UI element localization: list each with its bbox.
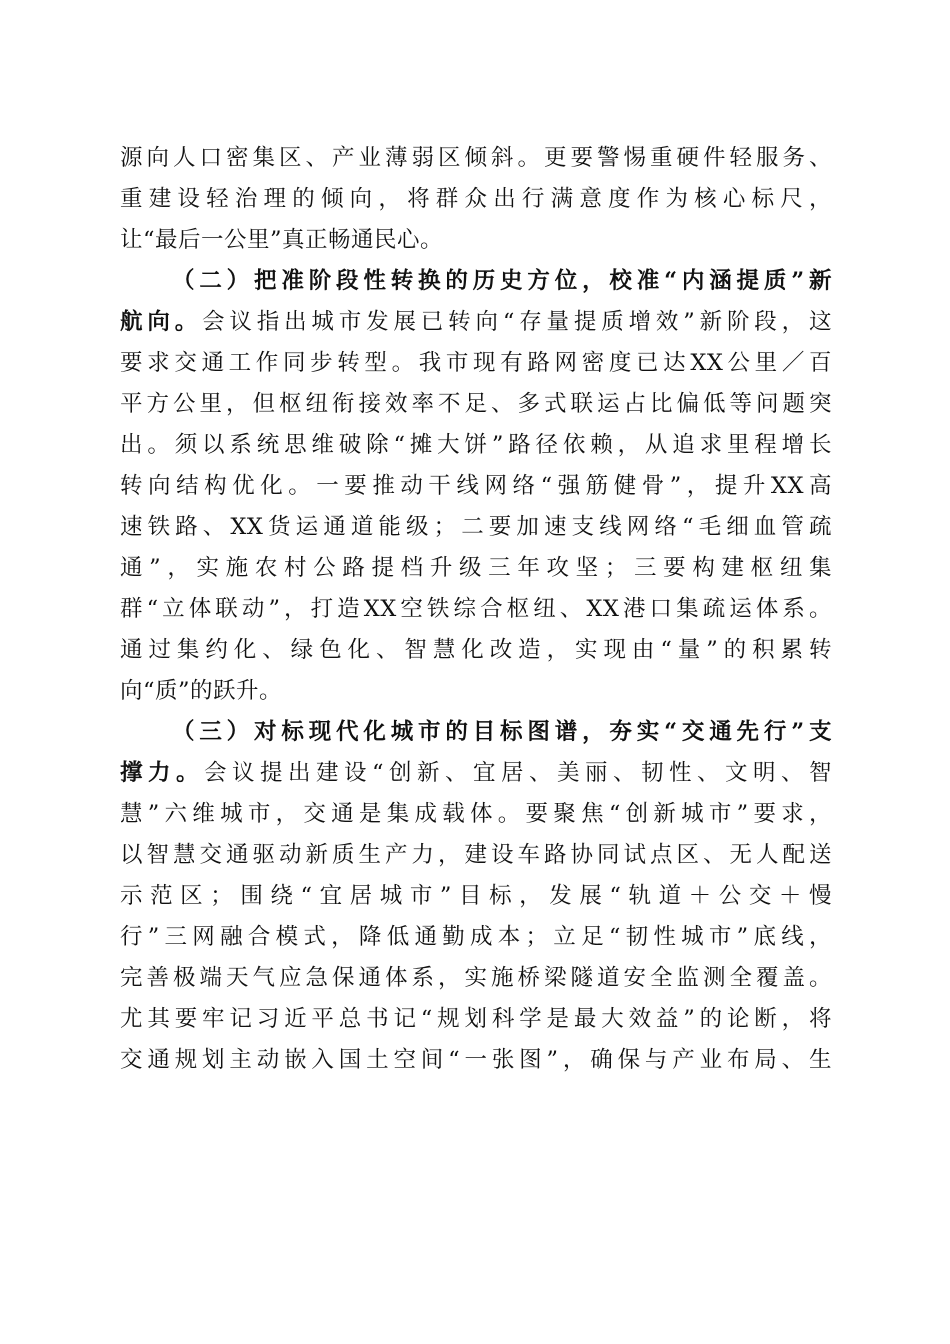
section-heading-2-end: 航向。	[120, 309, 203, 335]
document-body	[120, 138, 832, 1081]
text-line: 示范区；围绕“宜居城市”目标，发展“轨道＋公交＋慢	[120, 883, 832, 909]
text-line: 行”三网融合模式，降低通勤成本；立足“韧性城市”底线，	[120, 924, 832, 950]
text-line: 速铁路、XX货运通道能级；二要加速支线网络“毛细血管疏	[120, 514, 832, 540]
body-text: 会议提出建设“创新、宜居、美丽、韧性、文明、智	[204, 760, 832, 786]
text-line	[120, 302, 832, 343]
section-heading-2: （二）把准阶段性转换的历史方位，校准“内涵提质”新	[172, 268, 832, 294]
text-line	[120, 753, 832, 794]
text-line: 源向人口密集区、产业薄弱区倾斜。更要警惕重硬件轻服务、	[120, 145, 832, 171]
text-line: 通”，实施农村公路提档升级三年攻坚；三要构建枢纽集	[120, 555, 832, 581]
text-line: 出。须以系统思维破除“摊大饼”路径依赖，从追求里程增长	[120, 432, 832, 458]
text-line: 以智慧交通驱动新质生产力，建设车路协同试点区、无人配送	[120, 842, 832, 868]
text-line: 平方公里，但枢纽衔接效率不足、多式联运占比偏低等问题突	[120, 391, 832, 417]
text-line: 群“立体联动”，打造XX空铁综合枢纽、XX港口集疏运体系。	[120, 596, 832, 622]
text-line: 让“最后一公里”真正畅通民心。	[120, 227, 444, 253]
section-heading-3: （三）对标现代化城市的目标图谱，夯实“交通先行”支	[172, 719, 832, 745]
text-line: 交通规划主动嵌入国土空间“一张图”，确保与产业布局、生	[120, 1047, 832, 1073]
text-line: 尤其要牢记习近平总书记“规划科学是最大效益”的论断，将	[120, 1006, 832, 1032]
text-line: 向“质”的跃升。	[120, 678, 283, 704]
section-heading-3-end: 撑力。	[120, 760, 204, 786]
text-line: 转向结构优化。一要推动干线网络“强筋健骨”，提升XX高	[120, 473, 832, 499]
text-line: 通过集约化、绿色化、智慧化改造，实现由“量”的积累转	[120, 637, 832, 663]
body-text: 会议指出城市发展已转向“存量提质增效”新阶段，这	[202, 309, 832, 335]
text-line: 慧”六维城市，交通是集成载体。要聚焦“创新城市”要求，	[120, 801, 832, 827]
text-line: 重建设轻治理的倾向，将群众出行满意度作为核心标尺，	[120, 186, 832, 212]
text-line: 完善极端天气应急保通体系，实施桥梁隧道安全监测全覆盖。	[120, 965, 832, 991]
text-line: 要求交通工作同步转型。我市现有路网密度已达XX公里／百	[120, 350, 832, 376]
